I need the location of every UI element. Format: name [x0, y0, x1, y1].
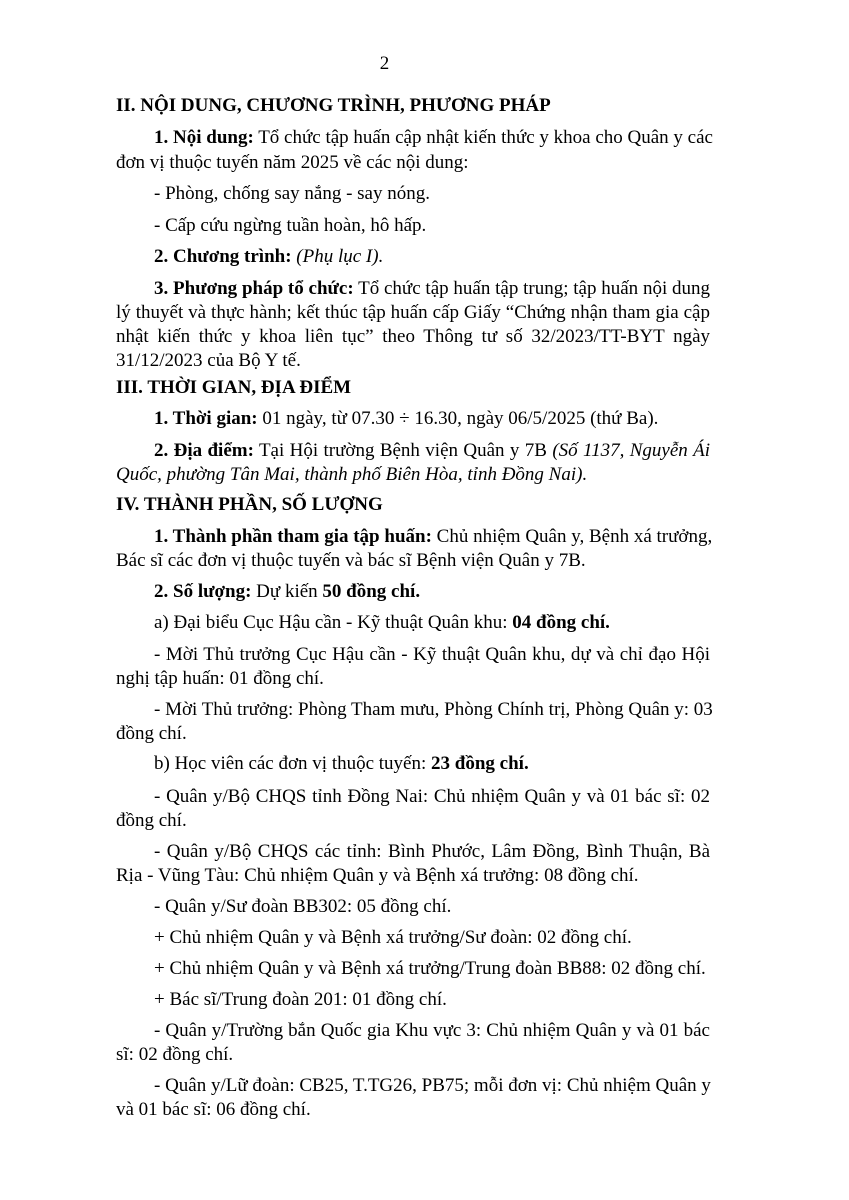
place-text: Tại Hội trường Bệnh viện Quân y 7B	[253, 440, 553, 461]
trainees-text: b) Học viên các đơn vị thuộc tuyến:	[154, 753, 432, 774]
delegates-a1-line-1: - Mời Thủ trưởng Cục Hậu cần - Kỹ thuật Quân khu, dự và chỉ đạo Hội	[154, 644, 710, 665]
trainees-b5-line-2: và 01 bác sĩ: 06 đồng chí.	[116, 1099, 311, 1120]
method-label: 3. Phương pháp tổ chức:	[154, 278, 354, 299]
content-label: 1. Nội dung:	[154, 127, 254, 148]
time-text: 01 ngày, từ 07.30 ÷ 16.30, ngày 06/5/2025 (thứ Ba).	[257, 408, 659, 429]
delegates-a2-line-1: - Mời Thủ trưởng: Phòng Tham mưu, Phòng Chính trị, Phòng Quân y: 03	[154, 699, 713, 720]
composition-text-1: Chủ nhiệm Quân y, Bệnh xá trưởng,	[431, 526, 713, 547]
method-line-1	[154, 277, 710, 301]
content-bullet-1: - Phòng, chống say nắng - say nóng.	[154, 183, 430, 204]
delegates-item	[154, 611, 610, 635]
composition-line-1	[154, 525, 713, 549]
trainees-b3: - Quân y/Sư đoàn BB302: 05 đồng chí.	[154, 896, 452, 917]
trainees-b2-line-1: - Quân y/Bộ CHQS các tỉnh: Bình Phước, Lâm Đồng, Bình Thuận, Bà	[154, 841, 710, 862]
content-bullet-2: - Cấp cứu ngừng tuần hoàn, hô hấp.	[154, 215, 427, 236]
program-item	[154, 245, 383, 269]
page-number: 2	[379, 53, 390, 74]
trainees-item	[154, 752, 529, 776]
quantity-total: 50 đồng chí.	[322, 581, 421, 602]
section-heading-composition: IV. THÀNH PHẦN, SỐ LƯỢNG	[116, 494, 383, 515]
content-item-line-2: đơn vị thuộc tuyến năm 2025 về các nội dung:	[116, 152, 469, 173]
trainees-b3a: + Chủ nhiệm Quân y và Bệnh xá trưởng/Sư đoàn: 02 đồng chí.	[154, 927, 632, 948]
quantity-item	[154, 580, 420, 604]
content-item-line-1	[154, 126, 713, 150]
trainees-b1-line-2: đồng chí.	[116, 810, 187, 831]
trainees-b5-line-1: - Quân y/Lữ đoàn: CB25, T.TG26, PB75; mỗi đơn vị: Chủ nhiệm Quân y	[154, 1075, 711, 1096]
quantity-label: 2. Số lượng:	[154, 581, 252, 602]
delegates-a2-line-2: đồng chí.	[116, 723, 187, 744]
section-heading-time-place: III. THỜI GIAN, ĐỊA ĐIỂM	[116, 377, 352, 398]
place-label: 2. Địa điểm:	[154, 440, 254, 461]
composition-line-2: Bác sĩ các đơn vị thuộc tuyến và bác sĩ Bệnh viện Quân y 7B.	[116, 550, 586, 571]
delegates-text: a) Đại biểu Cục Hậu cần - Kỹ thuật Quân khu:	[154, 612, 513, 633]
method-line-3: nhật kiến thức y khoa liên tục” theo Thông tư số 32/2023/TT-BYT ngày	[116, 326, 710, 347]
quantity-text: Dự kiến	[251, 581, 323, 602]
place-address-1: (Số 1137, Nguyễn Ái	[552, 440, 711, 461]
content-text: Tổ chức tập huấn cập nhật kiến thức y khoa cho Quân y các	[253, 127, 713, 148]
trainees-b1-line-1: - Quân y/Bộ CHQS tỉnh Đồng Nai: Chủ nhiệm Quân y và 01 bác sĩ: 02	[154, 786, 710, 807]
program-label: 2. Chương trình:	[154, 246, 292, 267]
trainees-b3b: + Chủ nhiệm Quân y và Bệnh xá trưởng/Trung đoàn BB88: 02 đồng chí.	[154, 958, 706, 979]
trainees-b4-line-1: - Quân y/Trường bắn Quốc gia Khu vực 3: Chủ nhiệm Quân y và 01 bác	[154, 1020, 710, 1041]
method-text-1: Tổ chức tập huấn tập trung; tập huấn nội dung	[353, 278, 710, 299]
program-text: (Phụ lục I).	[291, 246, 384, 267]
delegates-count: 04 đồng chí.	[512, 612, 610, 633]
place-line-2: Quốc, phường Tân Mai, thành phố Biên Hòa, tỉnh Đồng Nai).	[116, 464, 588, 485]
time-item	[154, 407, 658, 431]
time-label: 1. Thời gian:	[154, 408, 258, 429]
trainees-b2-line-2: Rịa - Vũng Tàu: Chủ nhiệm Quân y và Bệnh xá trưởng: 08 đồng chí.	[116, 865, 639, 886]
place-line-1	[154, 439, 710, 463]
trainees-count: 23 đồng chí.	[431, 753, 529, 774]
method-line-2: lý thuyết và thực hành; kết thúc tập huấn cấp Giấy “Chứng nhận tham gia cập	[116, 302, 710, 323]
method-line-4: 31/12/2023 của Bộ Y tế.	[116, 350, 301, 371]
composition-label: 1. Thành phần tham gia tập huấn:	[154, 526, 432, 547]
delegates-a1-line-2: nghị tập huấn: 01 đồng chí.	[116, 668, 324, 689]
trainees-b4-line-2: sĩ: 02 đồng chí.	[116, 1044, 234, 1065]
trainees-b3c: + Bác sĩ/Trung đoàn 201: 01 đồng chí.	[154, 989, 447, 1010]
section-heading-content: II. NỘI DUNG, CHƯƠNG TRÌNH, PHƯƠNG PHÁP	[116, 95, 551, 116]
